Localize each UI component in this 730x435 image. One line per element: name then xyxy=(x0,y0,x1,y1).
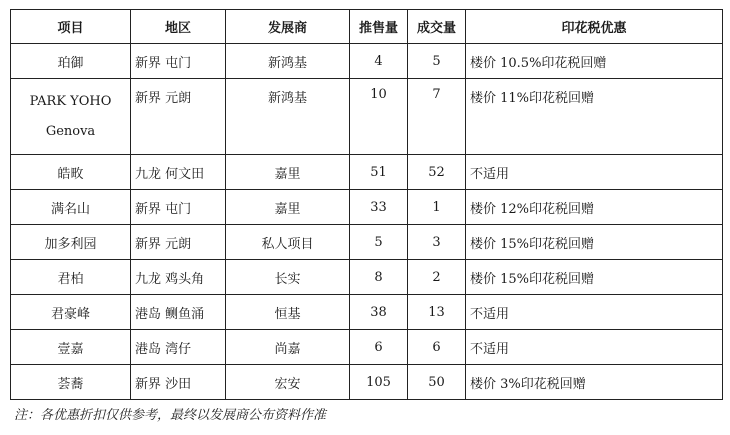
cell-offered: 6 xyxy=(350,330,408,365)
cell-discount: 不适用 xyxy=(466,155,723,190)
property-table-container xyxy=(10,9,722,400)
cell-sold: 7 xyxy=(408,79,466,155)
cell-developer: 嘉里 xyxy=(226,155,350,190)
table-row xyxy=(11,79,723,155)
cell-discount: 楼价 15%印花税回赠 xyxy=(466,260,723,295)
cell-offered: 51 xyxy=(350,155,408,190)
table-row xyxy=(11,365,723,400)
cell-project: 满名山 xyxy=(11,190,131,225)
table-row xyxy=(11,225,723,260)
cell-developer: 私人项目 xyxy=(226,225,350,260)
table-row xyxy=(11,190,723,225)
cell-offered: 10 xyxy=(350,79,408,155)
cell-project: PARK YOHO Genova xyxy=(11,79,131,155)
cell-sold: 5 xyxy=(408,44,466,79)
cell-region: 新界 元朗 xyxy=(131,79,226,155)
cell-discount: 不适用 xyxy=(466,295,723,330)
table-row xyxy=(11,260,723,295)
cell-developer: 新鸿基 xyxy=(226,44,350,79)
cell-sold: 50 xyxy=(408,365,466,400)
cell-developer: 尚嘉 xyxy=(226,330,350,365)
cell-offered: 38 xyxy=(350,295,408,330)
cell-region: 新界 屯门 xyxy=(131,190,226,225)
cell-developer: 嘉里 xyxy=(226,190,350,225)
cell-region: 新界 元朗 xyxy=(131,225,226,260)
cell-region: 新界 屯门 xyxy=(131,44,226,79)
cell-offered: 33 xyxy=(350,190,408,225)
table-header-row xyxy=(11,10,723,44)
cell-project: 荟蕎 xyxy=(11,365,131,400)
cell-discount: 楼价 10.5%印花税回赠 xyxy=(466,44,723,79)
table-row xyxy=(11,330,723,365)
property-sales-table xyxy=(10,9,723,400)
cell-developer: 宏安 xyxy=(226,365,350,400)
cell-discount: 楼价 3%印花税回赠 xyxy=(466,365,723,400)
cell-offered: 4 xyxy=(350,44,408,79)
table-row xyxy=(11,295,723,330)
header-offered: 推售量 xyxy=(350,10,408,44)
header-discount: 印花税优惠 xyxy=(466,10,723,44)
cell-project: 君柏 xyxy=(11,260,131,295)
footnote: 注：各优惠折扣仅供参考，最终以发展商公布资料作准 xyxy=(14,408,327,423)
cell-developer: 新鸿基 xyxy=(226,79,350,155)
cell-developer: 恒基 xyxy=(226,295,350,330)
cell-sold: 1 xyxy=(408,190,466,225)
header-sold: 成交量 xyxy=(408,10,466,44)
cell-region: 九龙 鸡头角 xyxy=(131,260,226,295)
cell-project: 壹嘉 xyxy=(11,330,131,365)
cell-project: 加多利园 xyxy=(11,225,131,260)
table-row xyxy=(11,155,723,190)
header-region: 地区 xyxy=(131,10,226,44)
cell-project: 珀御 xyxy=(11,44,131,79)
cell-offered: 5 xyxy=(350,225,408,260)
table-row xyxy=(11,44,723,79)
cell-sold: 52 xyxy=(408,155,466,190)
cell-region: 港岛 湾仔 xyxy=(131,330,226,365)
cell-discount: 楼价 15%印花税回赠 xyxy=(466,225,723,260)
cell-discount: 楼价 11%印花税回赠 xyxy=(466,79,723,155)
cell-sold: 3 xyxy=(408,225,466,260)
cell-project: 君豪峰 xyxy=(11,295,131,330)
cell-developer: 长实 xyxy=(226,260,350,295)
cell-offered: 105 xyxy=(350,365,408,400)
cell-region: 港岛 鲗鱼涌 xyxy=(131,295,226,330)
header-developer: 发展商 xyxy=(226,10,350,44)
cell-region: 新界 沙田 xyxy=(131,365,226,400)
cell-offered: 8 xyxy=(350,260,408,295)
cell-project: 皓畋 xyxy=(11,155,131,190)
cell-sold: 6 xyxy=(408,330,466,365)
cell-region: 九龙 何文田 xyxy=(131,155,226,190)
cell-sold: 2 xyxy=(408,260,466,295)
cell-discount: 不适用 xyxy=(466,330,723,365)
cell-discount: 楼价 12%印花税回赠 xyxy=(466,190,723,225)
header-project: 项目 xyxy=(11,10,131,44)
cell-sold: 13 xyxy=(408,295,466,330)
